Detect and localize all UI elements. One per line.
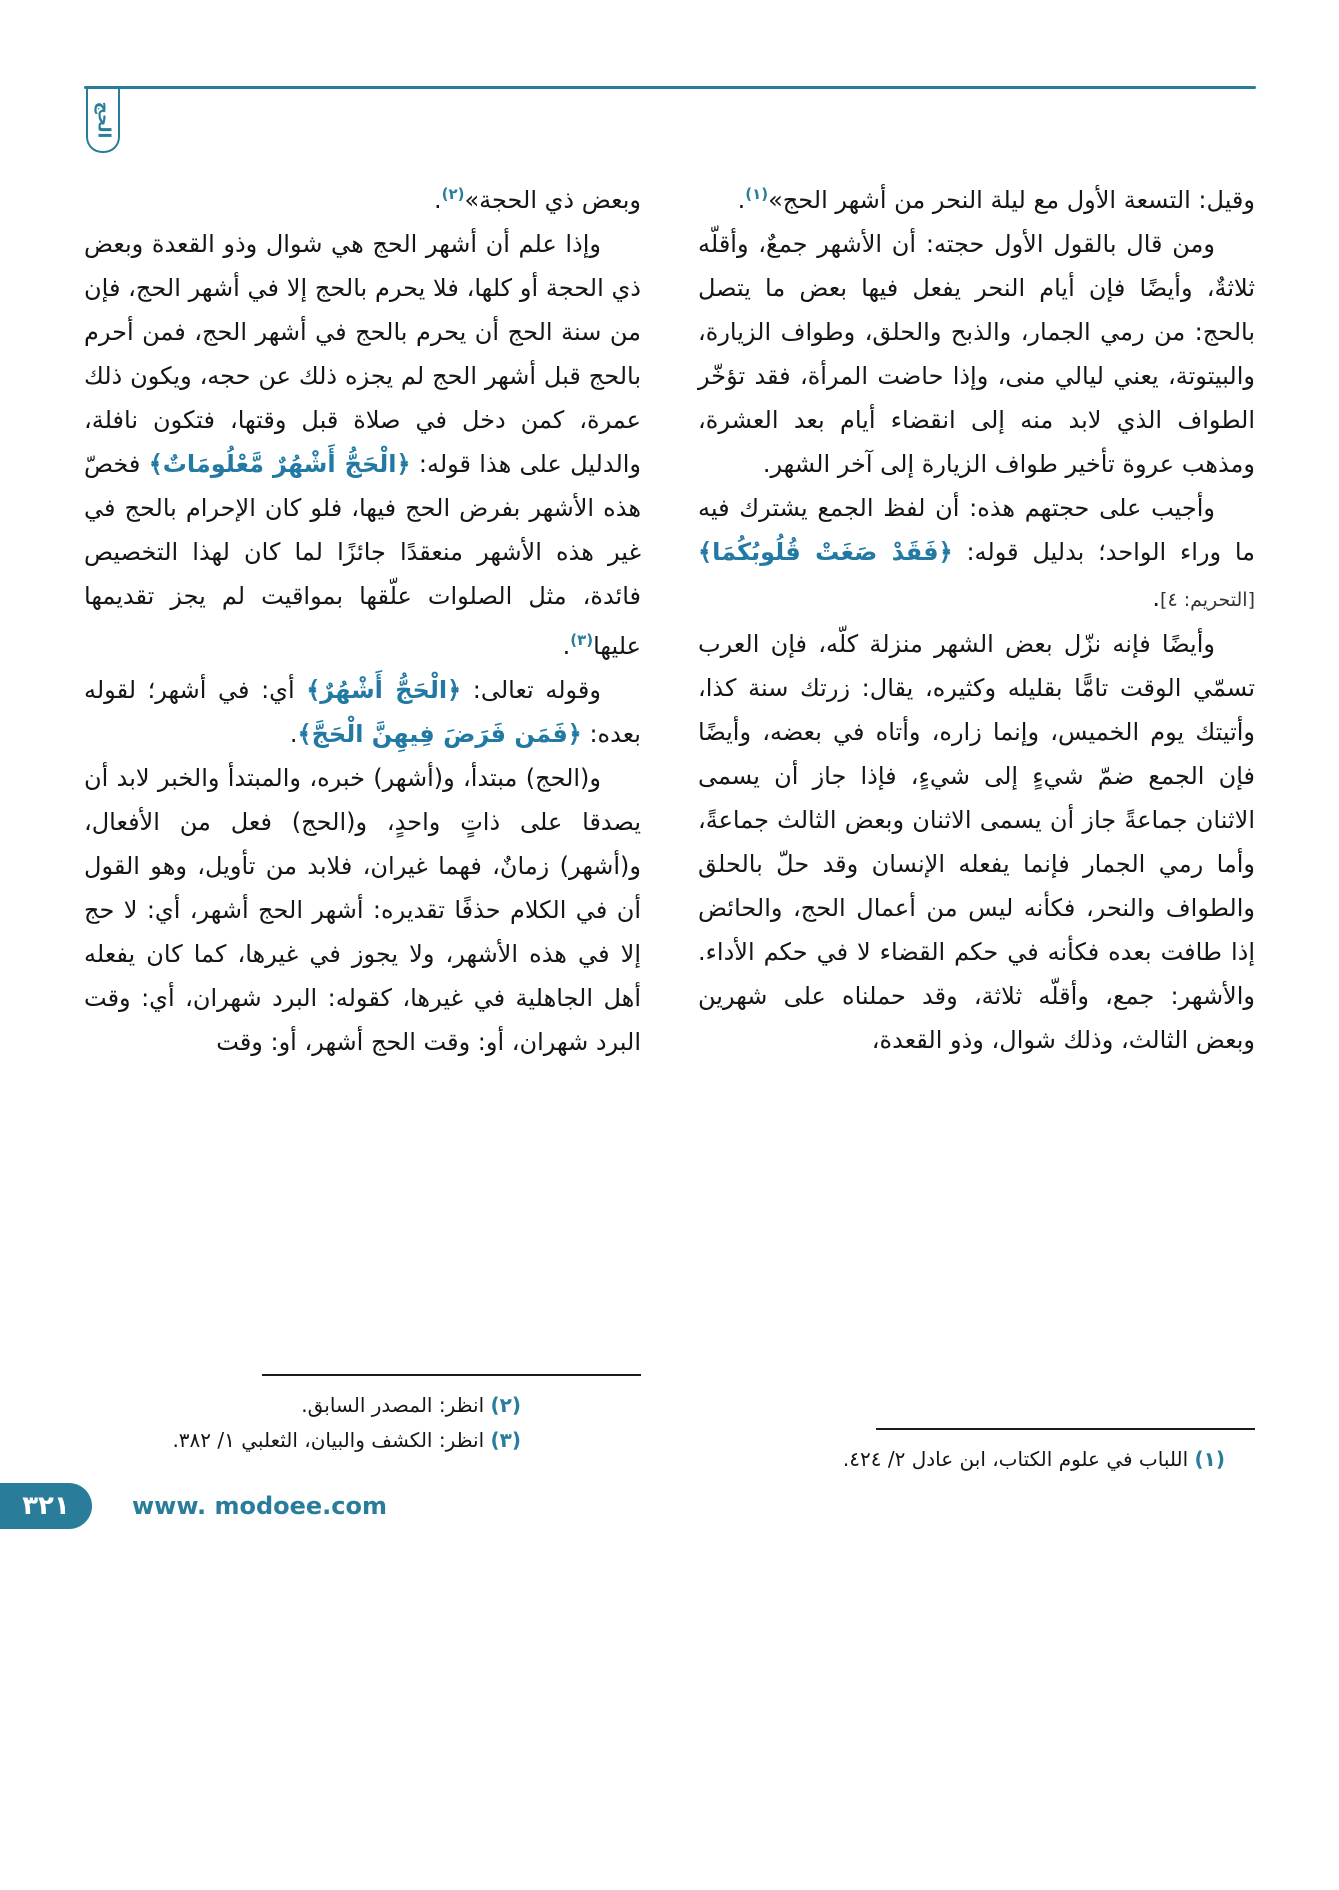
website-text: www. modoee.com: [132, 1492, 388, 1520]
page-number-badge: [0, 1483, 92, 1529]
column-right-paragraphs: [698, 172, 1255, 1422]
footnote-separator: [262, 1374, 641, 1376]
column-left-paragraphs: [84, 172, 641, 1368]
page-content: [84, 172, 1255, 1477]
paragraph: [698, 486, 1255, 622]
footnote-number: (١): [1194, 1447, 1225, 1471]
body-text: .: [562, 632, 571, 660]
body-text: .: [433, 186, 442, 214]
body-text: أي: في أشهر؛ لقوله بعده:: [84, 676, 641, 748]
quran-verse: ﴿فَمَن فَرَضَ فِيهِنَّ الْحَجَّ﴾: [297, 720, 582, 748]
paragraph: [698, 172, 1255, 222]
column-left: [84, 172, 641, 1477]
quran-verse: ﴿الْحَجُّ أَشْهُرٌ﴾: [306, 676, 462, 704]
verse-citation: [التحريم: ٤]: [1160, 589, 1255, 611]
column-left-footnotes-list: [84, 1388, 641, 1458]
footnote-separator: [876, 1428, 1255, 1430]
body-text: ومن قال بالقول الأول حجته: أن الأشهر جمعٌ، وأقلّه ثلاثةٌ، وأيضًا فإن أيام النحر يفعل فيها بعض ما يتصل بالحج: من رمي الجمار، والذبح والحلق، وطواف الزيارة، والبيتوتة، يعني ليالي منى، وإذا حاضت المرأة، فقد تؤخّر الطواف الذي لابد منه إلى انقضاء أيام بعد العشرة، ومذهب عروة تأخير طواف الزيارة إلى آخر الشهر.: [698, 230, 1255, 478]
body-text: .: [1152, 584, 1161, 612]
footnote-text: انظر: المصدر السابق.: [301, 1393, 491, 1417]
body-text: فخصّ هذه الأشهر بفرض الحج فيها، فلو كان الإحرام بالحج في غير هذه الأشهر منعقدًا جائزًا لما كان لهذا التخصيص فائدة، مثل الصلوات علّقها بمواقيت لم يجز تقديمها عليها: [84, 450, 641, 660]
paragraph: [84, 222, 641, 668]
footnote-number: (٢): [490, 1393, 521, 1417]
header-rule: [84, 86, 1256, 89]
footnote: [84, 1423, 641, 1458]
footnote-ref: (٢): [441, 185, 465, 203]
paragraph: [84, 172, 641, 222]
body-text: وقيل: التسعة الأول مع ليلة النحر من أشهر الحج»: [768, 186, 1255, 214]
footnote-number: (٣): [490, 1428, 521, 1452]
page-number: ٣٢١: [22, 1491, 70, 1521]
chapter-tab-label: الحج: [93, 101, 113, 139]
column-right-footnotes: [698, 1428, 1255, 1477]
paragraph: [84, 756, 641, 1064]
column-right: [698, 172, 1255, 1477]
column-right-footnotes-list: [698, 1442, 1255, 1477]
footnote: [698, 1442, 1255, 1477]
body-text: .: [289, 720, 298, 748]
paragraph: [698, 622, 1255, 1062]
chapter-tab: [86, 89, 120, 153]
footnote-ref: (١): [745, 185, 769, 203]
body-text: .: [737, 186, 746, 214]
footnote-ref: (٣): [570, 631, 594, 649]
quran-verse: ﴿الْحَجُّ أَشْهُرٌ مَّعْلُومَاتٌ﴾: [148, 450, 411, 478]
body-text: وإذا علم أن أشهر الحج هي شوال وذو القعدة وبعض ذي الحجة أو كلها، فلا يحرم بالحج إلا في أشهر الحج، فإن من سنة الحج أن يحرم بالحج في أشهر الحج، فمن أحرم بالحج قبل أشهر الحج لم يجزه ذلك عن حجه، ويكون ذلك عمرة، كمن دخل في صلاة قبل وقتها، فتكون نافلة، والدليل على هذا قوله:: [84, 230, 642, 478]
body-text: وأيضًا فإنه نزّل بعض الشهر منزلة كلّه، فإن العرب تسمّي الوقت تامًّا بقليله وكثيره، يقال: زرتك سنة كذا، وأتيتك يوم الخميس، وإنما زاره، وأتاه في بعضه، وأيضًا فإن الجمع ضمّ شيءٍ إلى شيءٍ، فإذا جاز أن يسمى الاثنان جماعةً جاز أن يسمى الاثنان وبعض الثالث جماعةً، وأما رمي الجمار فإنما يفعله الإنسان وقد حلّ بالحلق والطواف والنحر، فكأنه ليس من أعمال الحج، والحائض إذا طافت بعده فكأنه في حكم القضاء لا في حكم الأداء. والأشهر: جمع، وأقلّه ثلاثة، وقد حملناه على شهرين وبعض الثالث، وذلك شوال، وذو القعدة،: [698, 630, 1255, 1054]
body-text: وقوله تعالى:: [461, 676, 601, 704]
quran-verse: ﴿فَقَدْ صَغَتْ قُلُوبُكُمَا﴾: [698, 538, 953, 566]
footnote-text: اللباب في علوم الكتاب، ابن عادل ٢/ ٤٢٤.: [842, 1447, 1195, 1471]
body-text: وأجيب على حجتهم هذه: أن لفظ الجمع يشترك فيه ما وراء الواحد؛ بدليل قوله:: [698, 494, 1255, 566]
body-text: و(الحج) مبتدأ، و(أشهر) خبره، والمبتدأ والخبر لابد أن يصدقا على ذاتٍ واحدٍ، و(الحج) فعل من الأفعال، و(أشهر) زمانٌ، فهما غيران، فلابد من تأويل، وهو القول أن في الكلام حذفًا تقديره: أشهر الحج أشهر، أي: لا حج إلا في هذه الأشهر، ولا يجوز في غيرها، كما كان يفعله أهل الجاهلية في غيرها، كقوله: البرد شهران، أي: وقت البرد شهران، أو: وقت الحج أشهر، أو: وقت: [84, 764, 641, 1056]
paragraph: [84, 668, 641, 756]
column-left-footnotes: [84, 1374, 641, 1458]
body-text: وبعض ذي الحجة»: [464, 186, 641, 214]
footnote-text: انظر: الكشف والبيان، الثعلبي ١/ ٣٨٢.: [172, 1428, 491, 1452]
footnote: [84, 1388, 641, 1423]
paragraph: [698, 222, 1255, 486]
